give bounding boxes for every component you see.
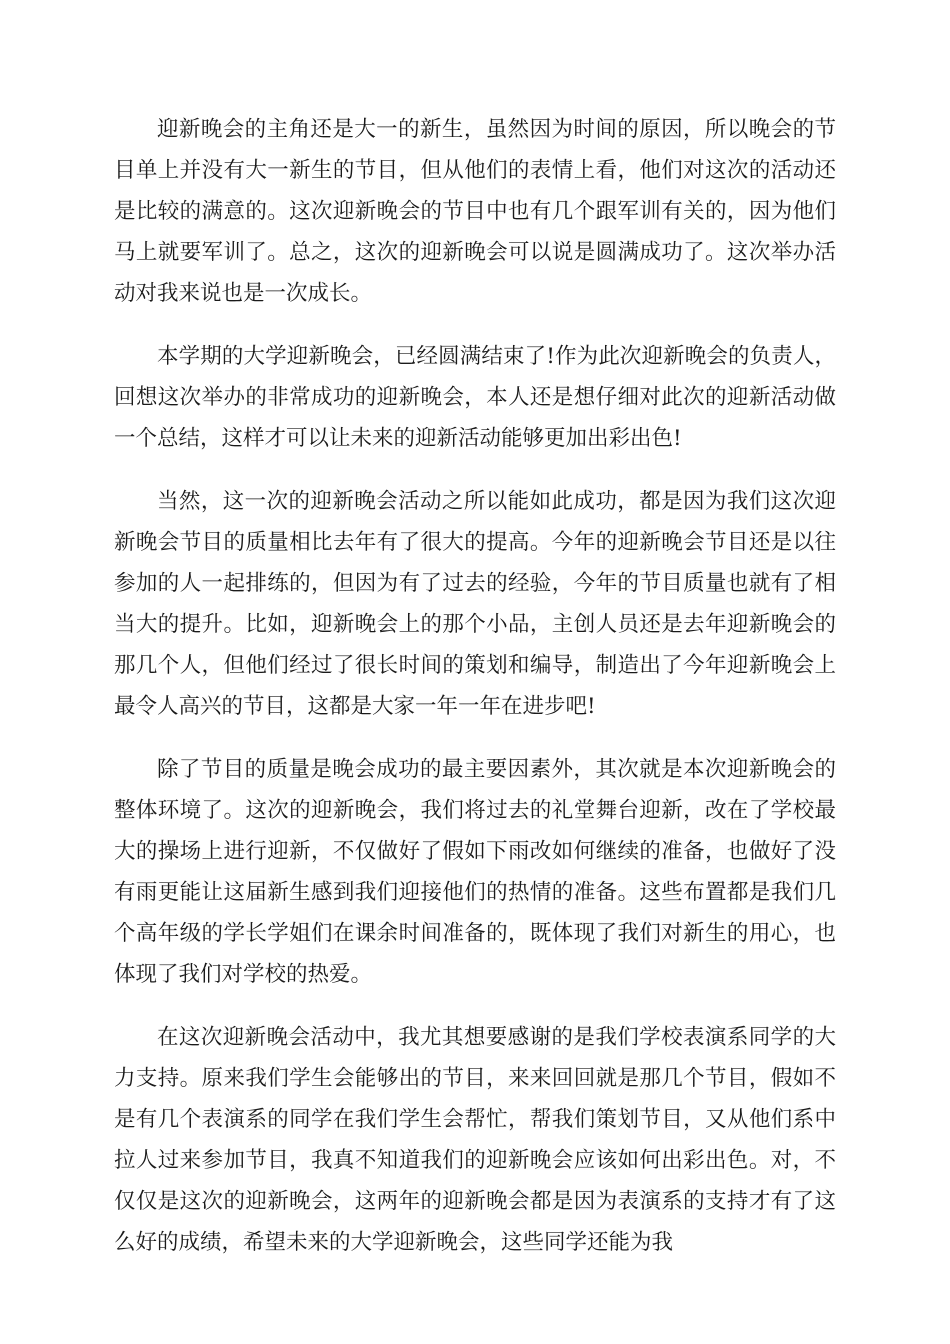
document-body [114,109,836,1285]
paragraph-4: 除了节目的质量是晚会成功的最主要因素外，其次就是本次迎新晚会的整体环境了。这次的迎新晚会，我们将过去的礼堂舞台迎新，改在了学校最大的操场上进行迎新，不仅做好了假如下雨改如何继续的准备，也做好了没有雨更能让这届新生感到我们迎接他们的热情的准备。这些布置都是我们几个高年级的学长学姐们在课余时间准备的，既体现了我们对新生的用心，也体现了我们对学校的热爱。 [114,757,836,987]
paragraph-2: 本学期的大学迎新晚会，已经圆满结束了!作为此次迎新晚会的负责人，回想这次举办的非常成功的迎新晚会，本人还是想仔细对此次的迎新活动做一个总结，这样才可以让未来的迎新活动能够更加出彩出色! [114,344,836,451]
paragraph-5: 在这次迎新晚会活动中，我尤其想要感谢的是我们学校表演系同学的大力支持。原来我们学生会能够出的节目，来来回回就是那几个节目，假如不是有几个表演系的同学在我们学生会帮忙，帮我们策划节目，又从他们系中拉人过来参加节目，我真不知道我们的迎新晚会应该如何出彩出色。对，不仅仅是这次的迎新晚会，这两年的迎新晚会都是因为表演系的支持才有了这么好的成绩，希望未来的大学迎新晚会，这些同学还能为我 [114,1025,836,1255]
paragraph-3: 当然，这一次的迎新晚会活动之所以能如此成功，都是因为我们这次迎新晚会节目的质量相比去年有了很大的提高。今年的迎新晚会节目还是以往参加的人一起排练的，但因为有了过去的经验，今年的节目质量也就有了相当大的提升。比如，迎新晚会上的那个小品，主创人员还是去年迎新晚会的那几个人，但他们经过了很长时间的策划和编导，制造出了今年迎新晚会上最令人高兴的节目，这都是大家一年一年在进步吧! [114,489,836,719]
paragraph-1: 迎新晚会的主角还是大一的新生，虽然因为时间的原因，所以晚会的节目单上并没有大一新生的节目，但从他们的表情上看，他们对这次的活动还是比较的满意的。这次迎新晚会的节目中也有几个跟军训有关的，因为他们马上就要军训了。总之，这次的迎新晚会可以说是圆满成功了。这次举办活动对我来说也是一次成长。 [114,117,836,306]
